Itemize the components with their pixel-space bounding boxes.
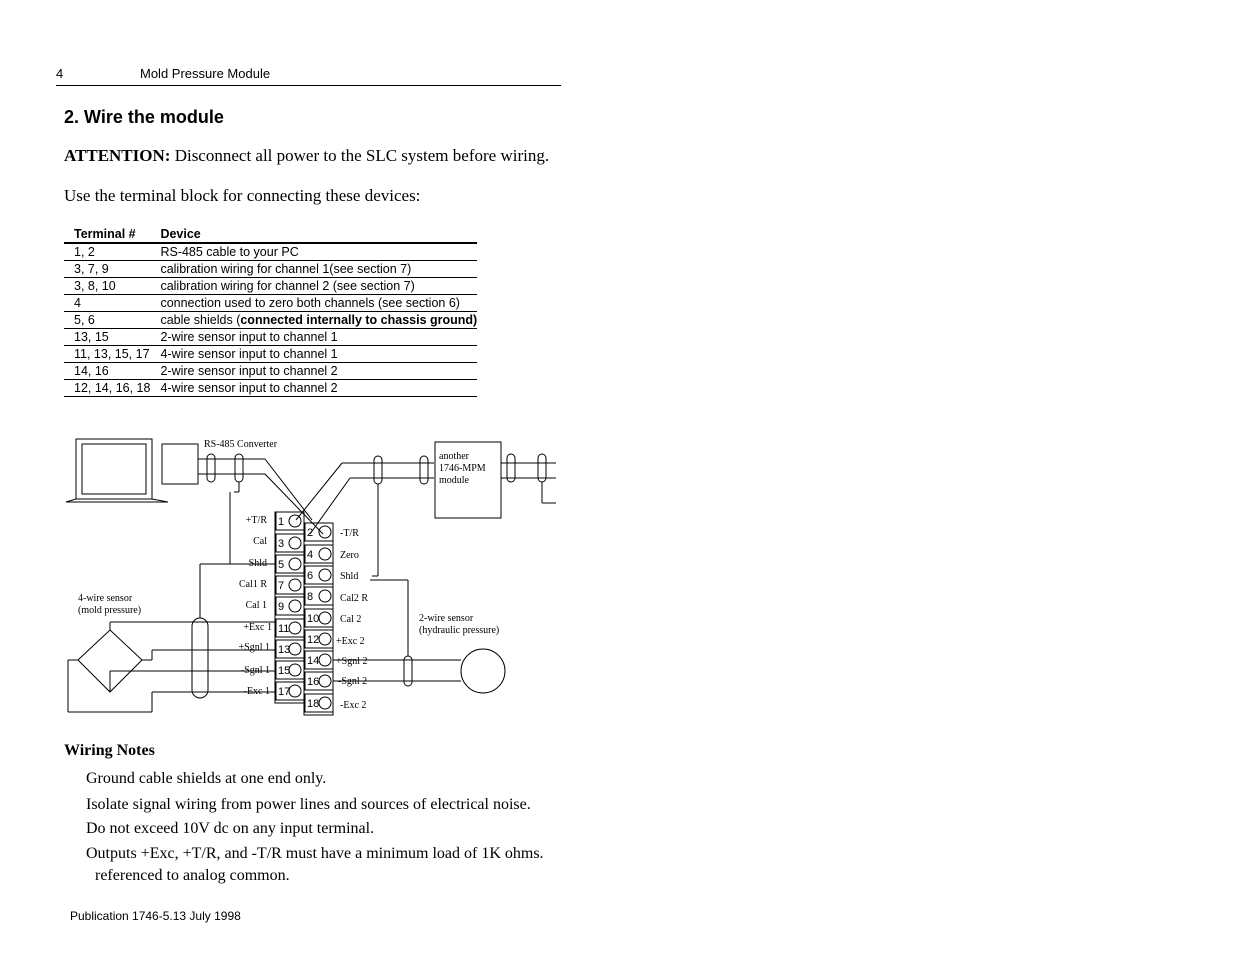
signal-label: +Exc 2 (336, 636, 365, 647)
device-cell: RS-485 cable to your PC (150, 243, 477, 261)
device-cell: 4-wire sensor input to channel 1 (150, 346, 477, 363)
terminal-cell: 5, 6 (64, 312, 150, 329)
other-module-label-2: 1746-MPM (439, 463, 486, 474)
attention-label: ATTENTION: (64, 146, 171, 165)
table-row (64, 380, 477, 397)
signal-label: +T/R (245, 515, 267, 526)
outgoing-cable (501, 454, 556, 503)
signal-label: -Exc 2 (340, 700, 367, 711)
table-row (64, 312, 477, 329)
other-module-label-3: module (439, 475, 469, 486)
module-link-cable (296, 456, 434, 576)
terminal-number: 2 (307, 527, 314, 539)
device-cell (150, 312, 477, 329)
device-cell: 4-wire sensor input to channel 2 (150, 380, 477, 397)
section-title: 2. Wire the module (64, 107, 224, 127)
wiring-note: Ground cable shields at one end only. (86, 770, 327, 787)
wiring-note: Isolate signal wiring from power lines and sources of electrical noise. (86, 796, 531, 813)
rs485-converter-box (162, 444, 198, 484)
table-row (64, 346, 477, 363)
table-row (64, 261, 477, 278)
terminal-number: 3 (278, 538, 285, 550)
signal-label: Cal (253, 536, 267, 547)
device-cell-bold: connected internally to chassis ground) (240, 313, 478, 327)
terminal-number: 4 (307, 549, 314, 561)
wiring-note: Outputs +Exc, +T/R, and -T/R must have a minimum load of 1K ohms. (86, 845, 544, 862)
device-cell: connection used to zero both channels (see section 6) (150, 295, 477, 312)
running-head: Mold Pressure Module (140, 66, 271, 81)
left-signal-labels (239, 515, 272, 697)
wiring-diagram (60, 430, 560, 720)
header-rule (56, 85, 561, 86)
terminal-number: 7 (278, 580, 285, 592)
signal-label: Cal 1 (245, 600, 267, 611)
terminal-number: 15 (278, 665, 291, 677)
terminal-cell: 13, 15 (64, 329, 150, 346)
terminal-cell: 3, 7, 9 (64, 261, 150, 278)
terminal-number: 16 (307, 676, 320, 688)
signal-label: +Sgnl 2 (336, 656, 368, 667)
table-header-row (64, 226, 477, 243)
terminal-cell: 1, 2 (64, 243, 150, 261)
terminal-number: 5 (278, 559, 285, 571)
terminal-number: 1 (278, 516, 285, 528)
right-terminals (305, 523, 333, 712)
table-row (64, 243, 477, 261)
column-header-terminal: Terminal # (64, 226, 150, 243)
signal-label: Cal2 R (340, 593, 369, 604)
two-wire-sensor-label-1: 2-wire sensor (419, 613, 474, 624)
attention-notice (64, 146, 549, 166)
terminal-cell: 14, 16 (64, 363, 150, 380)
terminal-cell: 3, 8, 10 (64, 278, 150, 295)
device-cell: 2-wire sensor input to channel 2 (150, 363, 477, 380)
terminal-cell: 4 (64, 295, 150, 312)
publication-footer: Publication 1746-5.13 July 1998 (70, 909, 241, 923)
four-wire-sensor-label-2: (mold pressure) (78, 605, 142, 616)
device-cell-plain: cable shields ( (160, 313, 241, 327)
signal-label: Cal 2 (340, 614, 362, 625)
terminal-number: 17 (278, 686, 291, 698)
terminal-number: 11 (278, 623, 290, 635)
terminal-number: 9 (278, 601, 285, 613)
signal-label: Cal1 R (238, 579, 267, 590)
terminal-number: 13 (278, 644, 291, 656)
terminal-cell: 12, 14, 16, 18 (64, 380, 150, 397)
terminal-cell: 11, 13, 15, 17 (64, 346, 150, 363)
laptop-icon (66, 439, 168, 502)
page-number: 4 (56, 66, 64, 81)
left-terminals (276, 512, 304, 700)
device-cell: calibration wiring for channel 2 (see section 7) (150, 278, 477, 295)
converter-label: RS-485 Converter (204, 439, 278, 450)
signal-label: +Exc 1 (243, 622, 272, 633)
wiring-notes-heading: Wiring Notes (64, 742, 155, 759)
signal-label: +Sgnl 1 (238, 642, 270, 653)
device-cell: calibration wiring for channel 1(see section 7) (150, 261, 477, 278)
intro-text: Use the terminal block for connecting these devices: (64, 186, 421, 205)
table-row (64, 278, 477, 295)
wiring-note: Do not exceed 10V dc on any input terminal. (86, 820, 375, 837)
terminal-number: 12 (307, 634, 320, 646)
signal-label: -Exc 1 (243, 686, 270, 697)
right-signal-labels (336, 528, 368, 711)
terminal-number: 8 (307, 591, 314, 603)
terminal-number: 14 (307, 655, 320, 667)
two-wire-sensor-label-2: (hydraulic pressure) (419, 625, 500, 636)
signal-label: Zero (340, 550, 359, 561)
signal-label: Shld (340, 571, 359, 582)
other-module-label-1: another (439, 451, 469, 462)
terminal-table (64, 226, 477, 397)
terminal-number: 10 (307, 613, 320, 625)
signal-label: -Sgnl 2 (338, 676, 368, 687)
device-cell: 2-wire sensor input to channel 1 (150, 329, 477, 346)
four-wire-sensor-label-1: 4-wire sensor (78, 593, 133, 604)
column-header-device: Device (150, 226, 477, 243)
terminal-number: 6 (307, 570, 314, 582)
terminal-number: 18 (307, 698, 320, 710)
signal-label: Shld (248, 558, 267, 569)
table-row (64, 363, 477, 380)
table-row (64, 295, 477, 312)
table-row (64, 329, 477, 346)
signal-label: -T/R (340, 528, 359, 539)
attention-text: Disconnect all power to the SLC system before wiring. (174, 146, 550, 165)
wiring-note-continuation: referenced to analog common. (95, 867, 290, 884)
signal-label: -Sgnl 1 (240, 665, 270, 676)
